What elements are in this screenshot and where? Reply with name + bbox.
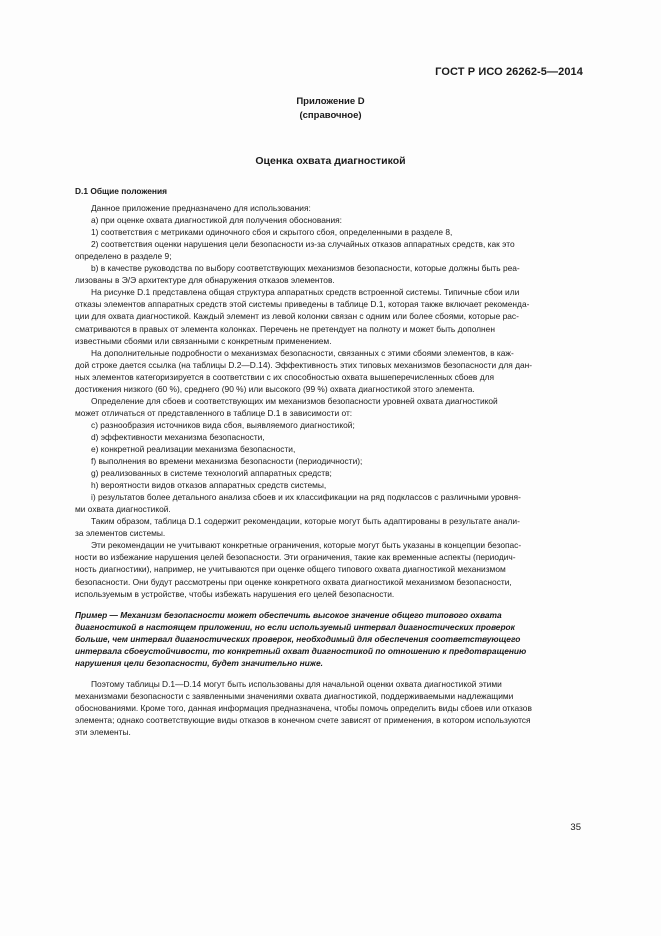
body-line: b) в качестве руководства по выбору соответствующих механизмов безопасности, которые должны быть реа- xyxy=(91,263,520,274)
body-line: ности во избежание нарушения целей безопасности. Эти ограничения, такие как временные аспекты (периодич- xyxy=(75,552,516,563)
body-line: сматриваются в правых от элемента колонках. Перечень не претендует на полноту и может быть дополнен xyxy=(75,323,495,334)
body-line: безопасности. Они будут рассмотрены при оценке конкретного охвата диагностикой механизмом безопасности, xyxy=(75,576,512,587)
page-number: 35 xyxy=(570,822,581,833)
body-line: используемым в устройстве, чтобы избежать нарушения его целей безопасности. xyxy=(75,588,395,599)
body-lines xyxy=(75,202,582,600)
body-text xyxy=(75,185,582,738)
body-line: ность диагностики), например, не учитываются при оценке общего типового охвата диагностикой механизмом xyxy=(75,564,506,575)
example-line: диагностикой в настоящем приложении, но если используемый интервал диагностических проверок xyxy=(75,621,515,632)
final-paragraph xyxy=(75,678,582,738)
body-line: известными сбоями или связанными с конкретным применением. xyxy=(75,335,332,346)
example-line: больше, чем интервал диагностических проверок, необходимый для обеспечения соответствующего xyxy=(75,633,521,644)
annex-label: Приложение D xyxy=(296,96,365,107)
body-line: i) результатов более детального анализа сбоев и их классификации на ряд подклассов с различными уровня- xyxy=(91,492,521,503)
final-line: эти элементы. xyxy=(75,727,131,738)
body-line: за элементов системы. xyxy=(75,528,166,539)
body-line: достижения низкого (60 %), среднего (90 %) или высокого (99 %) охвата диагностикой этого элемента. xyxy=(75,383,475,394)
body-line: может отличаться от представленного в таблице D.1 в зависимости от: xyxy=(75,407,353,418)
body-line: дой строке дается ссылка (на таблицы D.2—D.14). Эффективность этих типовых механизмов безопасности для дан- xyxy=(75,359,533,370)
body-line: ции для охвата диагностикой. Каждый элемент из левой колонки связан с одним или более сбоями, которые рас- xyxy=(75,311,519,322)
body-line: ных элементов категоризируется в соответствии с их способностью охвата вышеперечисленных сбоев для xyxy=(75,371,495,382)
annex-title: Оценка охвата диагностикой xyxy=(255,155,406,167)
body-line: с) разнообразия источников вида сбоя, выявляемого диагностикой; xyxy=(91,419,355,430)
final-line: элемента; однако соответствующие виды отказов в конечном счете зависят от применения, в котором используются xyxy=(75,714,531,725)
final-line: механизмами безопасности с заявленными значениями охвата диагностикой, поддерживаемыми надлежащими xyxy=(75,690,514,701)
example-note xyxy=(75,609,582,669)
body-line: определено в разделе 9; xyxy=(75,251,172,262)
body-line: отказы элементов аппаратных средств этой системы приведены в таблице D.1, которая также включает рекоменда- xyxy=(75,299,530,310)
final-line: Поэтому таблицы D.1—D.14 могут быть использованы для начальной оценки охвата диагностикой этими xyxy=(91,678,502,689)
body-line: h) вероятности видов отказов аппаратных средств системы, xyxy=(91,480,327,491)
body-line: Данное приложение предназначено для использования: xyxy=(91,203,311,214)
body-line: Определение для сбоев и соответствующих им механизмов безопасности уровней охвата диагностикой xyxy=(91,395,498,406)
body-line: ми охвата диагностикой. xyxy=(75,504,171,515)
body-line: е) конкретной реализации механизма безопасности, xyxy=(91,443,296,454)
body-line: f) выполнения во времени механизма безопасности (периодичности); xyxy=(91,456,363,467)
section-heading: D.1 Общие положения xyxy=(75,186,168,196)
body-line: 2) соответствия оценки нарушения цели безопасности из-за случайных отказов аппаратных средств, как это xyxy=(91,239,515,250)
body-line: 1) соответствия с метриками одиночного сбоя и скрытого сбоя, определенными в разделе 8, xyxy=(91,227,453,238)
annex-type: (справочное) xyxy=(299,110,362,121)
body-line: лизованы в Э/Э архитектуре для обнаружения отказов элементов. xyxy=(75,275,335,286)
example-line: Пример — Механизм безопасности может обеспечить высокое значение общего типового охвата xyxy=(75,609,502,620)
body-line: Таким образом, таблица D.1 содержит рекомендации, которые могут быть адаптированы в результате анали- xyxy=(91,516,520,527)
body-line: g) реализованных в системе технологий аппаратных средств; xyxy=(91,468,332,479)
body-line: d) эффективности механизма безопасности, xyxy=(91,431,265,442)
standard-designation: ГОСТ Р ИСО 26262-5—2014 xyxy=(435,66,583,78)
body-line: На дополнительные подробности о механизмах безопасности, связанных с этими сбоями элементов, в каж- xyxy=(91,347,514,358)
body-line: Эти рекомендации не учитывают конкретные ограничения, которые могут быть указаны в концепции безопас- xyxy=(91,540,522,551)
body-line: а) при оценке охвата диагностикой для получения обоснования: xyxy=(91,215,343,226)
example-line: нарушения цели безопасности, будет значительно ниже. xyxy=(75,657,323,668)
example-line: интервала сбоеустойчивости, то конкретный охват диагностикой по отношению к предотвращению xyxy=(75,645,527,656)
annex-header xyxy=(0,95,661,123)
body-line: На рисунке D.1 представлена общая структура аппаратных средств встроенной системы. Типичные сбои или xyxy=(91,287,520,298)
final-line: обоснованиями. Кроме того, данная информация предназначена, чтобы помочь определить виды сбоев или отказов xyxy=(75,702,532,713)
